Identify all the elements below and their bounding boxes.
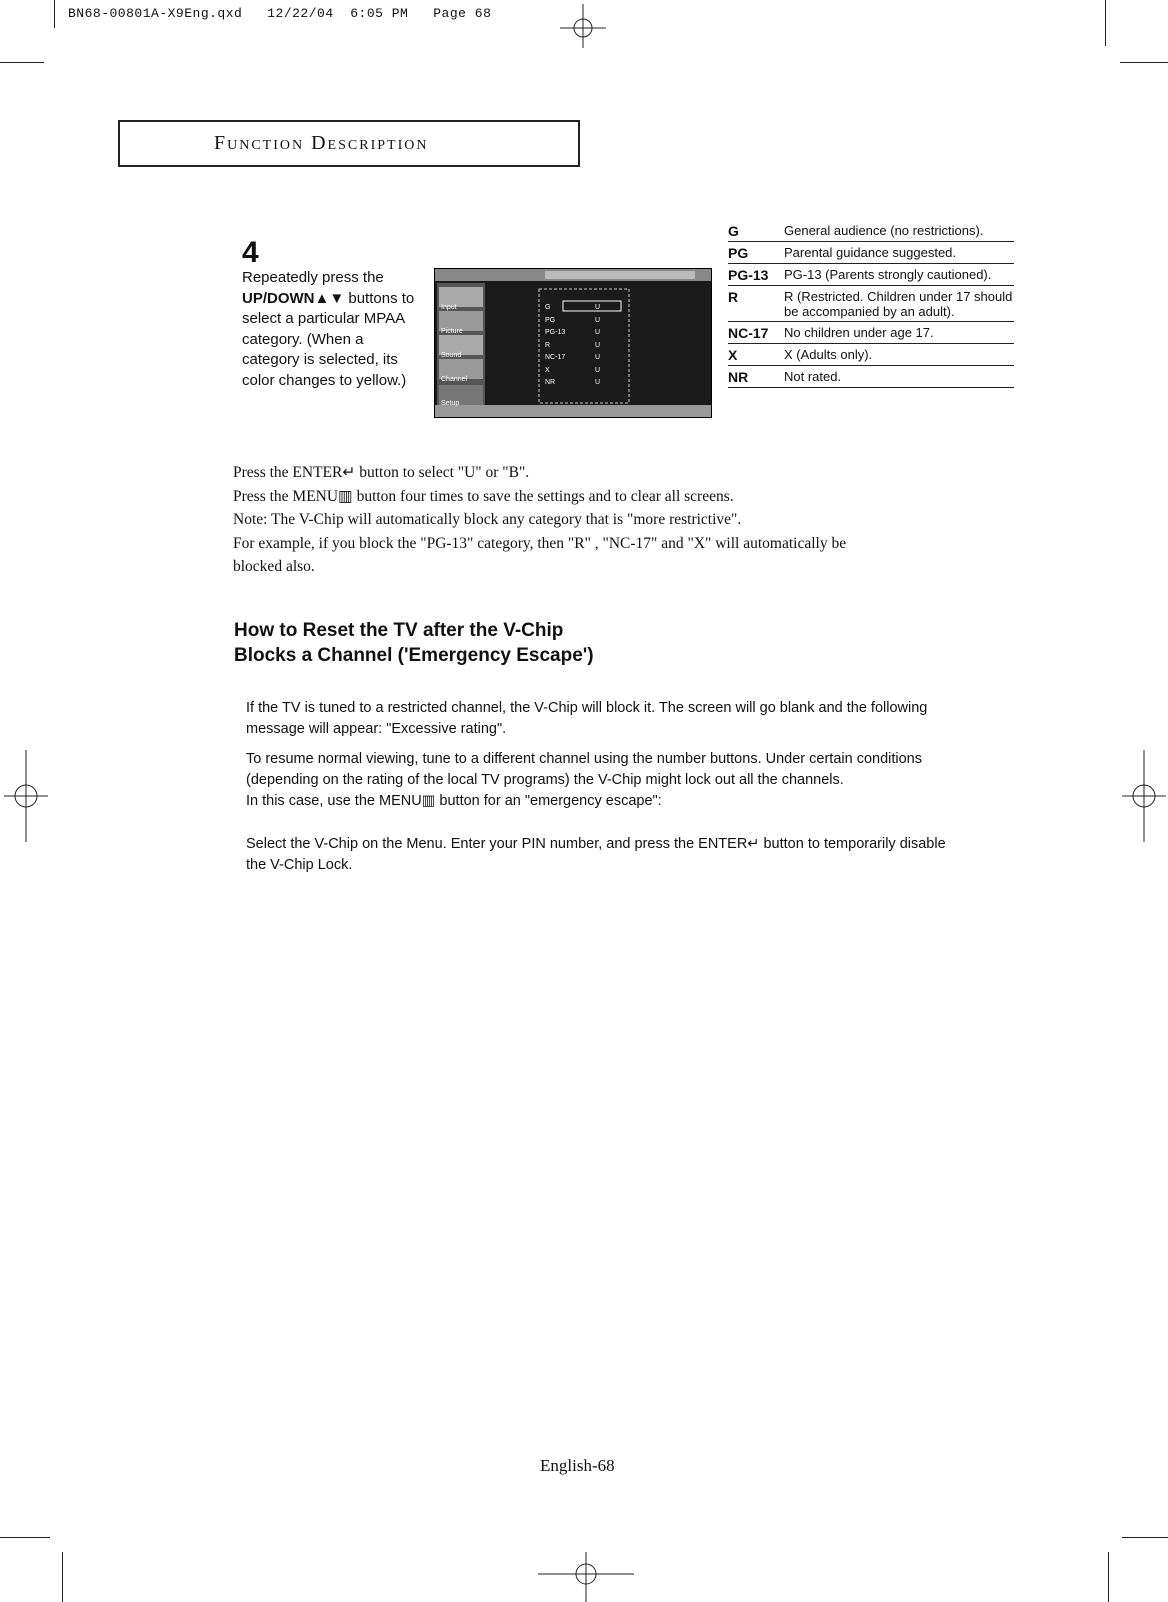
tv-rating-value: U <box>595 316 601 324</box>
table-row <box>728 322 1014 344</box>
rating-desc: R (Restricted. Children under 17 should be accompanied by an adult). <box>784 286 1014 322</box>
crop-mark <box>54 0 55 28</box>
registration-mark-icon <box>548 4 618 48</box>
print-slug: BN68-00801A-X9Eng.qxd 12/22/04 6:05 PM Page 68 <box>68 6 492 21</box>
rating-desc: X (Adults only). <box>784 344 1014 366</box>
section-title: Function Description <box>214 132 429 154</box>
heading-line: Blocks a Channel ('Emergency Escape') <box>234 645 594 666</box>
tv-rating-code: X <box>545 366 550 374</box>
tv-menu-label: Input <box>441 304 457 311</box>
paragraph: In this case, use the MENU▥ button for an "emergency escape": <box>246 793 662 809</box>
tv-menu-label: Sound <box>441 352 462 359</box>
rating-code: PG-13 <box>728 264 784 286</box>
tv-rating-value: U <box>595 341 601 349</box>
step-instruction <box>242 268 424 391</box>
registration-mark-icon <box>4 750 48 842</box>
mpaa-rating-table <box>728 220 1014 388</box>
table-row <box>728 220 1014 242</box>
tv-rating-code: R <box>545 341 551 349</box>
crop-mark <box>1120 62 1168 63</box>
crop-mark <box>1105 0 1106 46</box>
table-row <box>728 264 1014 286</box>
rating-code: G <box>728 220 784 242</box>
page-number: English-68 <box>540 1456 615 1475</box>
body-text <box>246 698 946 885</box>
tv-rating-value: U <box>595 329 601 336</box>
crop-mark <box>1122 1537 1168 1538</box>
tv-rating-value: U <box>595 366 601 374</box>
updown-button-label: UP/DOWN▲▼ <box>242 289 345 307</box>
rating-code: X <box>728 344 784 366</box>
rating-code: R <box>728 286 784 322</box>
rating-code: NR <box>728 366 784 388</box>
rating-desc: No children under age 17. <box>784 322 1014 344</box>
rating-desc: Not rated. <box>784 366 1014 388</box>
section-heading <box>234 618 594 668</box>
crop-mark <box>0 62 44 63</box>
rating-code: PG <box>728 242 784 264</box>
crop-mark <box>0 1537 50 1538</box>
tv-rating-value: U <box>595 304 601 311</box>
table-row <box>728 366 1014 388</box>
tv-rating-value: U <box>595 379 601 386</box>
paragraph: To resume normal viewing, tune to a different channel using the number buttons. Under certain conditions (depending on the rating of the local TV programs) the V-Chip might lock out all the channels. <box>246 751 922 788</box>
tv-rating-code: PG <box>545 316 556 324</box>
registration-mark-icon <box>538 1552 634 1602</box>
crop-mark <box>62 1552 63 1602</box>
step-intro: Repeatedly press the <box>242 269 384 286</box>
step-number: 4 <box>242 236 259 269</box>
rating-desc: General audience (no restrictions). <box>784 220 1014 242</box>
step-rest: buttons to select a particular MPAA category. (When a category is selected, its color changes to yellow.) <box>242 289 415 389</box>
instruction-line: For example, if you block the "PG-13" category, then "R" , "NC-17" and "X" will automatically be blocked also. <box>233 534 847 575</box>
instruction-line: Note: The V-Chip will automatically block any category that is "more restrictive". <box>233 511 742 528</box>
table-row <box>728 344 1014 366</box>
paragraph: Select the V-Chip on the Menu. Enter your PIN number, and press the ENTER↵ button to temporarily disable the V-Chip Lock. <box>246 836 946 873</box>
tv-menu-label: Channel <box>441 376 468 383</box>
registration-mark-icon <box>1122 750 1166 842</box>
crop-mark <box>1108 1552 1109 1602</box>
instruction-line: Press the MENU▥ button four times to save the settings and to clear all screens. <box>233 487 734 505</box>
tv-menu-label: Setup <box>441 400 460 407</box>
paragraph: If the TV is tuned to a restricted channel, the V-Chip will block it. The screen will go blank and the following message will appear: "Excessive rating". <box>246 700 928 737</box>
rating-code: NC-17 <box>728 322 784 344</box>
instructions-block <box>233 461 873 579</box>
instruction-line: Press the ENTER↵ button to select "U" or "B". <box>233 464 530 481</box>
tv-menu-label: Picture <box>441 328 463 335</box>
tv-rating-value: U <box>595 354 601 361</box>
table-row <box>728 286 1014 322</box>
tv-rating-code: NC-17 <box>545 354 566 361</box>
table-row <box>728 242 1014 264</box>
tv-rating-code: G <box>545 304 551 311</box>
tv-menu-screenshot <box>434 268 712 418</box>
heading-line: How to Reset the TV after the V-Chip <box>234 620 564 641</box>
tv-rating-code: NR <box>545 379 556 386</box>
rating-desc: PG-13 (Parents strongly cautioned). <box>784 264 1014 286</box>
tv-rating-code: PG-13 <box>545 329 566 336</box>
rating-desc: Parental guidance suggested. <box>784 242 1014 264</box>
